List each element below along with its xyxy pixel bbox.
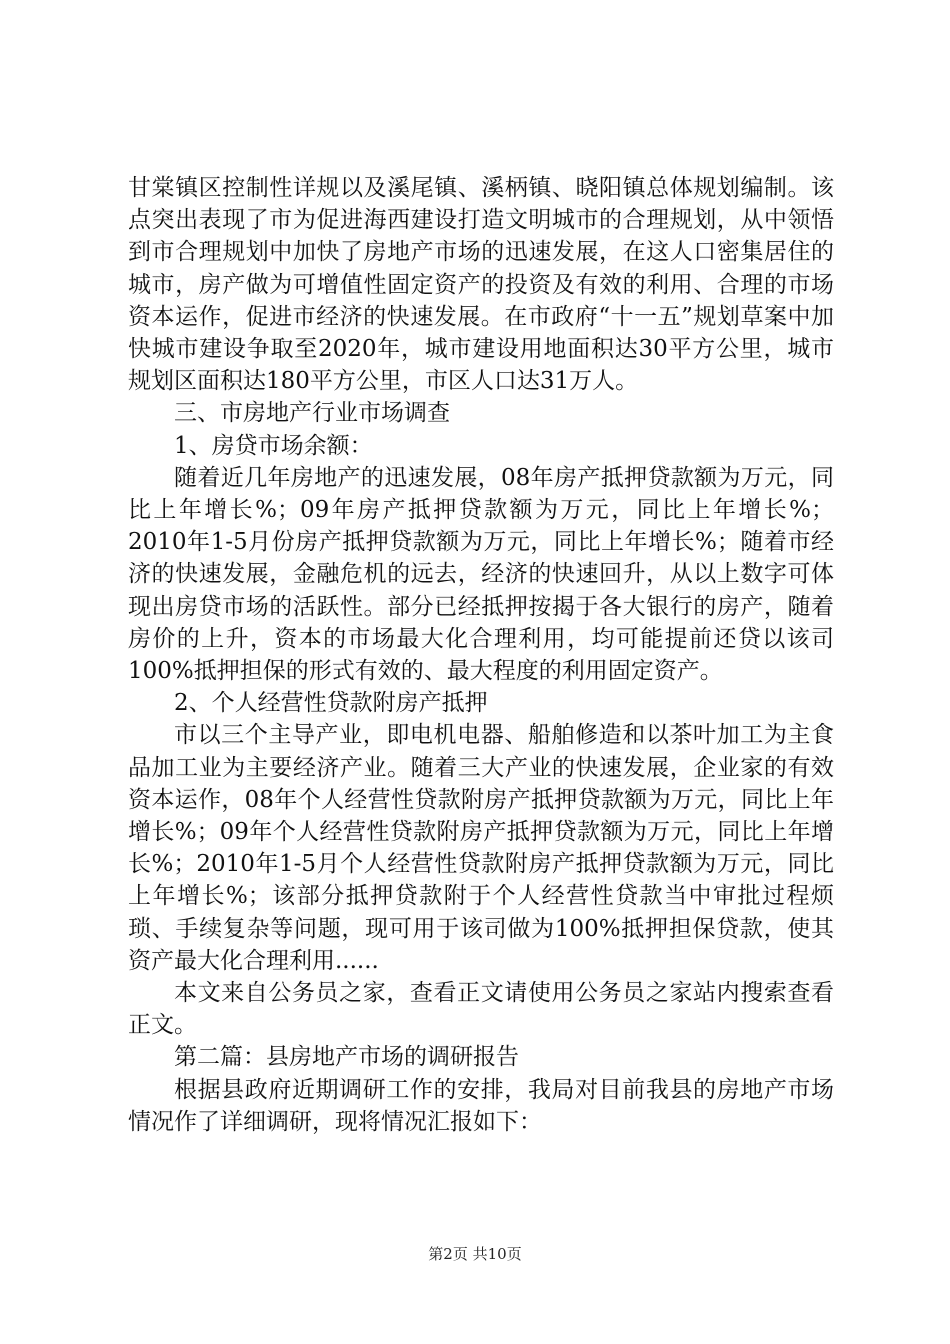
heading-market-survey: 三、市房地产行业市场调查 bbox=[174, 400, 450, 427]
subheading-mortgage-balance: 1、房贷市场余额： bbox=[174, 432, 373, 459]
document-body bbox=[128, 172, 834, 1138]
paragraph-source-note: 本文来自公务员之家，查看正文请使用公务员之家站内搜索查看正文。 bbox=[128, 980, 834, 1039]
paragraph-business-loans: 市以三个主导产业，即电机电器、船舶修造和以茶叶加工为主食品加工业为主要经济产业。随着三大产业的快速发展，企业家的有效资本运作，08年个人经营性贷款附房产抵押贷款额为万元，同比上年增长%；09年个人经营性贷款附房产抵押贷款额为万元，同比上年增长%；2010年1-5月个人经营性贷款附房产抵押贷款额为万元，同比上年增长%；该部分抵押贷款附于个人经营性贷款当中审批过程烦琐、手续复杂等问题，现可用于该司做为100%抵押担保贷款，使其资产最大化合理利用...... bbox=[128, 722, 834, 974]
heading-second-article: 第二篇：县房地产市场的调研报告 bbox=[174, 1044, 519, 1071]
paragraph-intro: 根据县政府近期调研工作的安排，我局对目前我县的房地产市场情况作了详细调研，现将情况汇报如下： bbox=[128, 1076, 834, 1135]
paragraph-mortgage: 随着近几年房地产的迅速发展，08年房产抵押贷款额为万元，同比上年增长%；09年房产抵押贷款额为万元，同比上年增长%；2010年1-5月份房产抵押贷款额为万元，同比上年增长%；随着市经济的快速发展，金融危机的远去，经济的快速回升，从以上数字可体现出房贷市场的活跃性。部分已经抵押按揭于各大银行的房产，随着房价的上升，资本的市场最大化合理利用，均可能提前还贷以该司100%抵押担保的形式有效的、最大程度的利用固定资产。 bbox=[128, 464, 834, 685]
page-number-footer: 第2页 共10页 bbox=[428, 1245, 522, 1263]
paragraph-planning: 甘棠镇区控制性详规以及溪尾镇、溪柄镇、晓阳镇总体规划编制。该点突出表现了市为促进海西建设打造文明城市的合理规划，从中领悟到市合理规划中加快了房地产市场的迅速发展，在这人口密集居住的城市，房产做为可增值性固定资产的投资及有效的利用、合理的市场资本运作，促进市经济的快速发展。在市政府“十一五”规划草案中加快城市建设争取至2020年，城市建设用地面积达30平方公里，城市规划区面积达180平方公里，市区人口达31万人。 bbox=[128, 175, 834, 395]
subheading-business-loans: 2、个人经营性贷款附房产抵押 bbox=[174, 690, 488, 717]
